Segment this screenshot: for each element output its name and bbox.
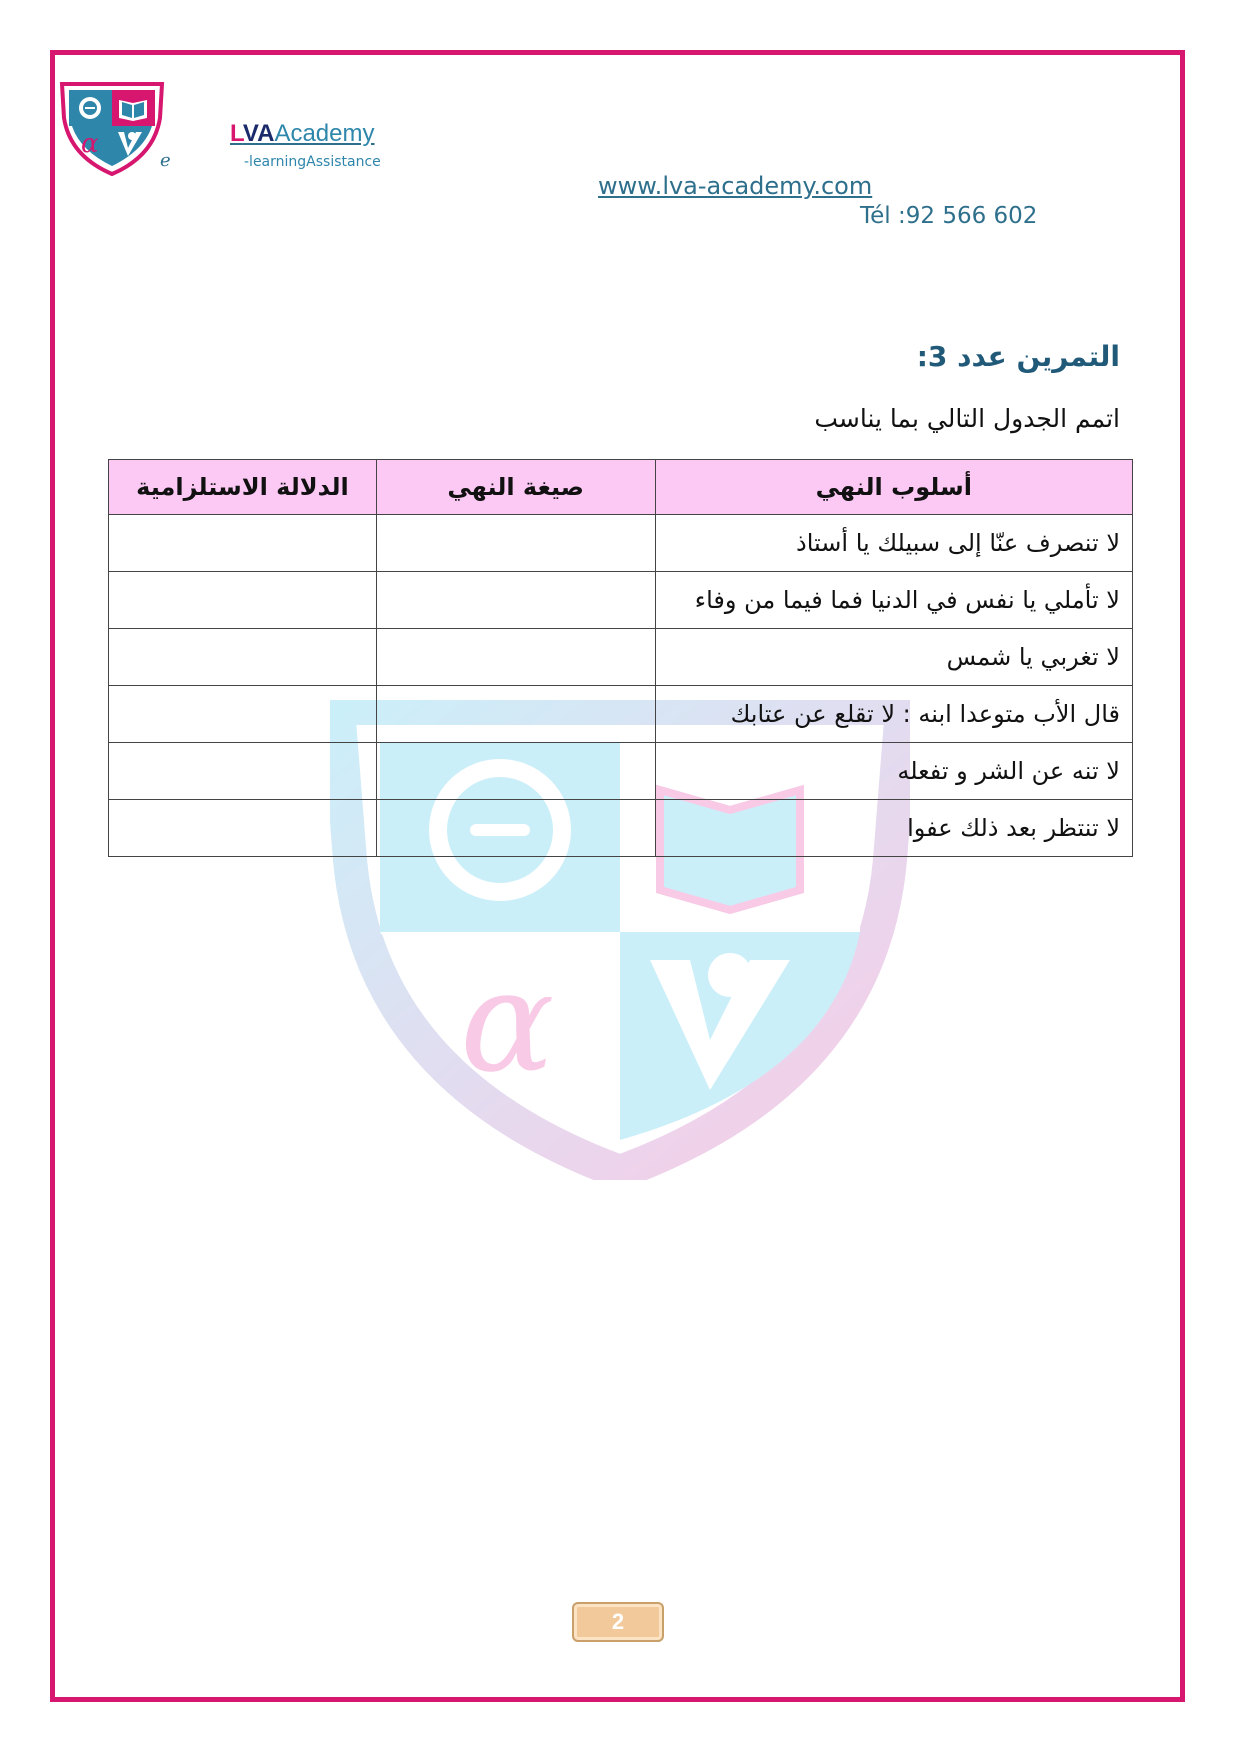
answer-cell-form[interactable] bbox=[376, 686, 655, 743]
page-number: 2 bbox=[572, 1602, 664, 1642]
website-link[interactable]: www.lva-academy.com bbox=[598, 172, 873, 200]
answer-cell-form[interactable] bbox=[376, 515, 655, 572]
header-nahy-form: صيغة النهي bbox=[376, 460, 655, 515]
brand-l: L bbox=[230, 120, 243, 147]
table-row bbox=[109, 572, 1133, 629]
header-implied-meaning: الدلالة الاستلزامية bbox=[109, 460, 377, 515]
table-row bbox=[109, 686, 1133, 743]
answer-cell-form[interactable] bbox=[376, 743, 655, 800]
row-sentence: لا تنه عن الشر و تفعله bbox=[655, 743, 1132, 800]
table-header-row bbox=[109, 460, 1133, 515]
answer-cell-meaning[interactable] bbox=[109, 572, 377, 629]
row-sentence: لا تغربي يا شمس bbox=[655, 629, 1132, 686]
brand-name bbox=[230, 120, 375, 148]
exercise-title: التمرين عدد 3: bbox=[916, 340, 1120, 373]
answer-cell-meaning[interactable] bbox=[109, 743, 377, 800]
answer-cell-form[interactable] bbox=[376, 800, 655, 857]
table-row bbox=[109, 515, 1133, 572]
table-row bbox=[109, 743, 1133, 800]
answer-cell-meaning[interactable] bbox=[109, 800, 377, 857]
logo-e: e bbox=[160, 150, 171, 171]
exercise-table bbox=[108, 459, 1133, 857]
row-sentence: لا تنصرف عنّا إلى سبيلك يا أستاذ bbox=[655, 515, 1132, 572]
table-row bbox=[109, 629, 1133, 686]
row-sentence: لا تنتظر بعد ذلك عفوا bbox=[655, 800, 1132, 857]
headset-icon bbox=[79, 97, 101, 119]
brand-tagline: -learningAssistance bbox=[244, 154, 381, 170]
brand-academy: Academy bbox=[274, 120, 375, 147]
table-row bbox=[109, 800, 1133, 857]
lva-shield-logo bbox=[56, 78, 168, 178]
answer-cell-meaning[interactable] bbox=[109, 515, 377, 572]
row-sentence: قال الأب متوعدا ابنه : لا تقلع عن عتابك bbox=[655, 686, 1132, 743]
row-sentence: لا تأملي يا نفس في الدنيا فما فيما من وفاء bbox=[655, 572, 1132, 629]
alpha-icon: α bbox=[81, 129, 99, 159]
header-nahy-style: أسلوب النهي bbox=[655, 460, 1132, 515]
exercise-instruction: اتمم الجدول التالي بما يناسب bbox=[814, 404, 1120, 433]
svg-text:α: α bbox=[460, 941, 555, 1104]
brand-va: VA bbox=[242, 120, 275, 147]
answer-cell-meaning[interactable] bbox=[109, 629, 377, 686]
phone-number: Tél :92 566 602 bbox=[860, 203, 1038, 229]
answer-cell-form[interactable] bbox=[376, 629, 655, 686]
answer-cell-meaning[interactable] bbox=[109, 686, 377, 743]
book-icon bbox=[119, 100, 147, 121]
answer-cell-form[interactable] bbox=[376, 572, 655, 629]
